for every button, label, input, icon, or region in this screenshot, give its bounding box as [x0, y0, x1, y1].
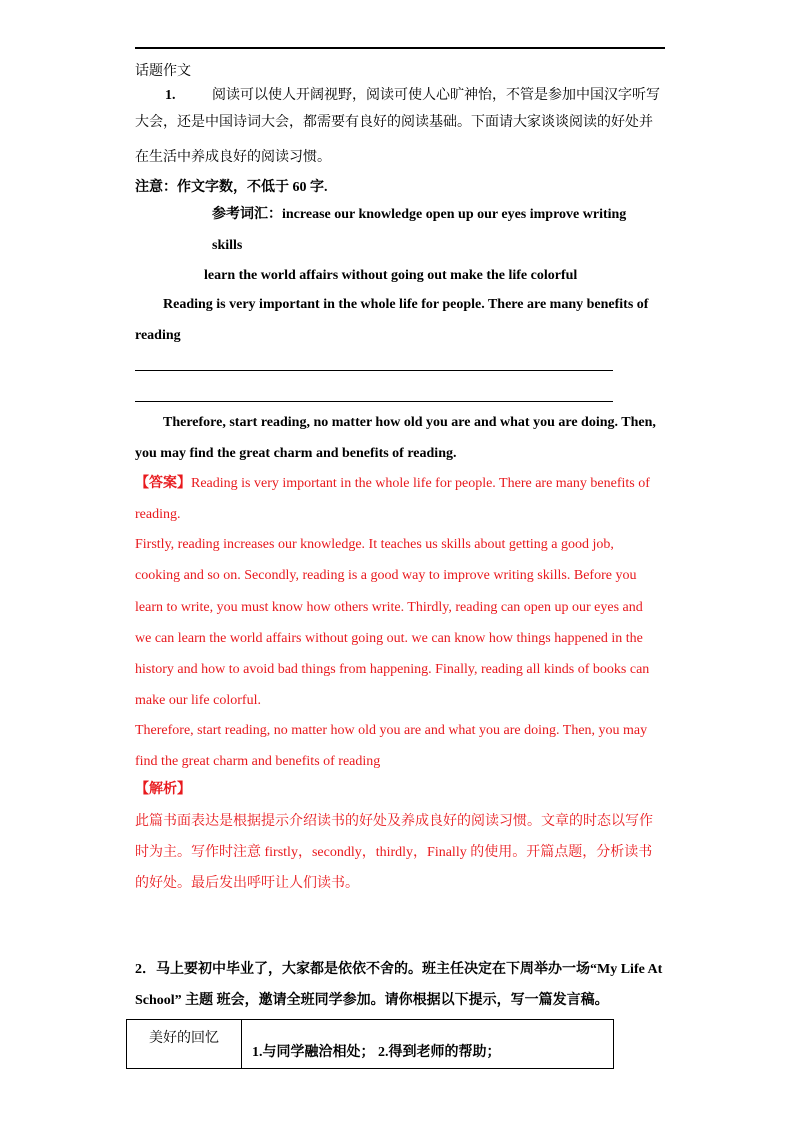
table-head-cell: 美好的回忆 [127, 1020, 242, 1069]
answer-blank-line-2 [135, 401, 613, 402]
q2-prompt-line-1: 2．马上要初中毕业了，大家都是依依不舍的。班主任决定在下周举办一场“My Life At [135, 962, 663, 977]
prompt-line-3: 在生活中养成良好的阅读习惯。 [135, 150, 331, 165]
analysis-line-3: 的好处。最后发出呼吁让人们读书。 [135, 876, 359, 891]
answer-line-4: learn to write, you must know how others write. Thirdly, reading can open up our eyes and [135, 600, 643, 615]
opening-line-1: Reading is very important in the whole life for people. There are many benefits of [163, 297, 649, 312]
closing-line-2: you may find the great charm and benefits of reading. [135, 446, 457, 461]
vocab-line-1: 参考词汇：increase our knowledge open up our eyes improve writing [212, 207, 627, 222]
prompt-line-1: 阅读可以使人开阔视野，阅读可使人心旷神怡，不管是参加中国汉字听写 [212, 88, 660, 103]
answer-line-9: find the great charm and benefits of reading [135, 754, 381, 769]
answer-blank-line-1 [135, 370, 613, 371]
answer-line-2: Firstly, reading increases our knowledge. It teaches us skills about getting a good job, [135, 537, 614, 552]
table-row [127, 1020, 614, 1069]
answer-line-8: Therefore, start reading, no matter how old you are and what you are doing. Then, you may [135, 723, 648, 738]
opening-line-2: reading [135, 328, 181, 343]
top-divider [135, 47, 665, 49]
answer-line-5: we can learn the world affairs without going out. we can know how things happened in the [135, 631, 643, 646]
answer-line-7: make our life colorful. [135, 693, 261, 708]
analysis-line-2: 时为主。写作时注意 firstly，secondly，thirdly，Finally 的使用。开篇点题，分析读书 [135, 845, 653, 860]
word-count-note: 注意：作文字数，不低于 60 字. [135, 180, 328, 195]
topic-label: 话题作文 [135, 64, 191, 79]
answer-line-3: cooking and so on. Secondly, reading is a good way to improve writing skills. Before you [135, 568, 637, 583]
answer-label: 【答案】 [135, 476, 191, 491]
table-body-cell: 1.与同学融洽相处； 2.得到老师的帮助； [242, 1020, 614, 1069]
answer-line-1: reading. [135, 507, 181, 522]
vocab-line-3: learn the world affairs without going out make the life colorful [204, 268, 578, 283]
analysis-line-1: 此篇书面表达是根据提示介绍读书的好处及养成良好的阅读习惯。文章的时态以写作 [135, 814, 653, 829]
hints-table [126, 1019, 614, 1069]
q2-prompt-line-2: School” 主题 班会，邀请全班同学参加。请你根据以下提示，写一篇发言稿。 [135, 993, 609, 1008]
question-number: 1. [165, 88, 176, 103]
prompt-line-2: 大会，还是中国诗词大会，都需要有良好的阅读基础。下面请大家谈谈阅读的好处并 [135, 115, 653, 130]
analysis-label: 【解析】 [135, 782, 191, 797]
vocab-line-2: skills [212, 238, 243, 253]
answer-first-line [135, 474, 650, 494]
answer-line-6: history and how to avoid bad things from happening. Finally, reading all kinds of books can [135, 662, 650, 677]
answer-text: Reading is very important in the whole life for people. There are many benefits of [191, 476, 650, 491]
closing-line-1: Therefore, start reading, no matter how old you are and what you are doing. Then, [163, 415, 656, 430]
